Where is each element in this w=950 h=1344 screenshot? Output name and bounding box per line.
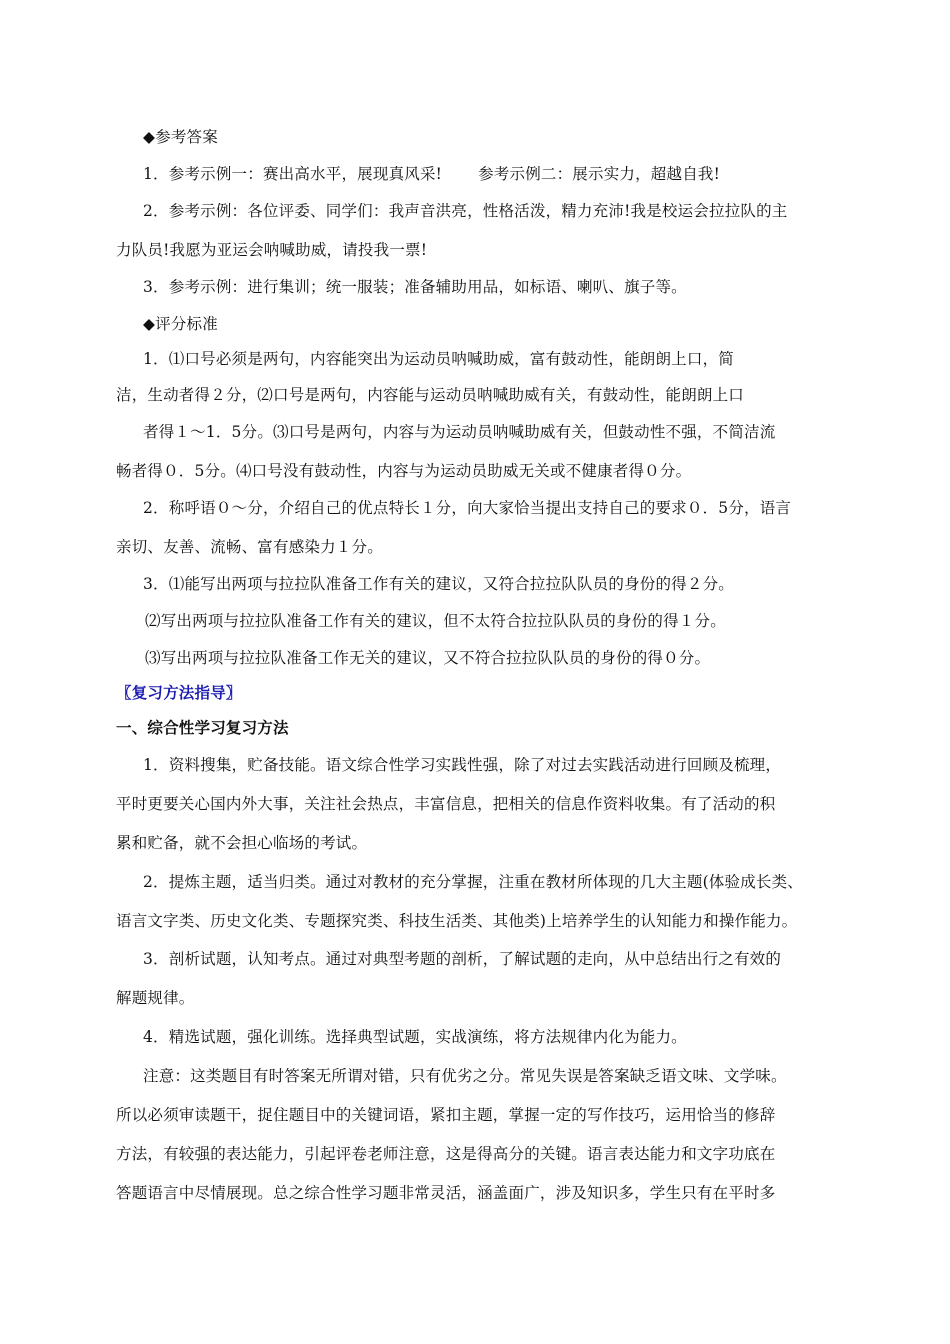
answer-3: 3．参考示例：进行集训；统一服装；准备辅助用品，如标语、喇叭、旗子等。 [143,278,687,296]
review-note-line-3: 方法，有较强的表达能力，引起评卷老师注意，这是得高分的关键。语言表达能力和文字功底在 [116,1145,776,1163]
answer-1 [143,164,720,184]
review-sub-title: 一、综合性学习复习方法 [116,718,289,737]
answer-1-example-1: 1．参考示例一：赛出高水平，展现真风采! [143,165,443,183]
review-note-line-1: 注意：这类题目有时答案无所谓对错，只有优劣之分。常见失误是答案缺乏语文味、文学味。 [143,1067,787,1085]
scoring-1-line-4: 畅者得０．5分。⑷口号没有鼓动性，内容与为运动员助威无关或不健康者得０分。 [116,462,692,480]
scoring-3-line-1: 3．⑴能写出两项与拉拉队准备工作有关的建议，又符合拉拉队队员的身份的得２分。 [143,575,734,593]
review-p1-line-3: 累和贮备，就不会担心临场的考试。 [116,834,368,852]
review-note-line-4: 答题语言中尽情展现。总之综合性学习题非常灵活，涵盖面广，涉及知识多，学生只有在平时多 [116,1184,776,1202]
answer-2-line-1: 2．参考示例：各位评委、同学们：我声音洪亮，性格活泼，精力充沛!我是校运会拉拉队的主 [143,202,788,220]
review-p2-line-1: 2．提炼主题，适当归类。通过对教材的充分掌握，注重在教材所体现的几大主题(体验成长类、 [143,873,804,891]
review-p3-line-2: 解题规律。 [116,989,195,1007]
review-p3-line-1: 3．剖析试题，认知考点。通过对典型考题的剖析，了解试题的走向，从中总结出行之有效的 [143,950,782,968]
scoring-2-line-2: 亲切、友善、流畅、富有感染力１分。 [116,538,383,556]
scoring-2-line-1: 2．称呼语０～分，介绍自己的优点特长１分，向大家恰当提出支持自己的要求０．5分，语言 [143,499,792,517]
scoring-1-line-3: 者得１～1．5分。⑶口号是两句，内容与为运动员呐喊助威有关，但鼓动性不强，不简洁流 [143,423,776,441]
answer-2-line-2: 力队员!我愿为亚运会呐喊助威，请投我一票! [116,241,428,259]
scoring-3-line-3: ⑶写出两项与拉拉队准备工作无关的建议，又不符合拉拉队队员的身份的得０分。 [145,649,711,667]
scoring-1-line-1: 1．⑴口号必须是两句，内容能突出为运动员呐喊助威，富有鼓动性，能朗朗上口，简 [143,350,734,368]
scoring-1-line-2: 洁，生动者得２分，⑵口号是两句，内容能与运动员呐喊助威有关，有鼓动性，能朗朗上口 [116,386,745,404]
answer-1-example-2: 参考示例二：展示实力，超越自我! [478,165,721,183]
scoring-heading: ◆评分标准 [143,315,218,333]
review-p1-line-2: 平时更要关心国内外大事，关注社会热点，丰富信息，把相关的信息作资料收集。有了活动的积 [116,795,776,813]
scoring-3-line-2: ⑵写出两项与拉拉队准备工作有关的建议，但不太符合拉拉队队员的身份的得１分。 [145,612,726,630]
review-note-line-2: 所以必须审读题干，捉住题目中的关键词语，紧扣主题，掌握一定的写作技巧，运用恰当的修辞 [116,1106,776,1124]
review-p4: 4．精选试题，强化训练。选择典型试题，实战演练，将方法规律内化为能力。 [143,1028,687,1046]
review-section-title: 〖复习方法指导〗 [116,683,242,702]
answers-heading: ◆参考答案 [143,128,218,146]
review-p1-line-1: 1．资料搜集，贮备技能。语文综合性学习实践性强，除了对过去实践活动进行回顾及梳理， [143,756,782,774]
review-p2-line-2: 语言文字类、历史文化类、专题探究类、科技生活类、其他类)上培养学生的认知能力和操作能力。 [116,912,798,930]
